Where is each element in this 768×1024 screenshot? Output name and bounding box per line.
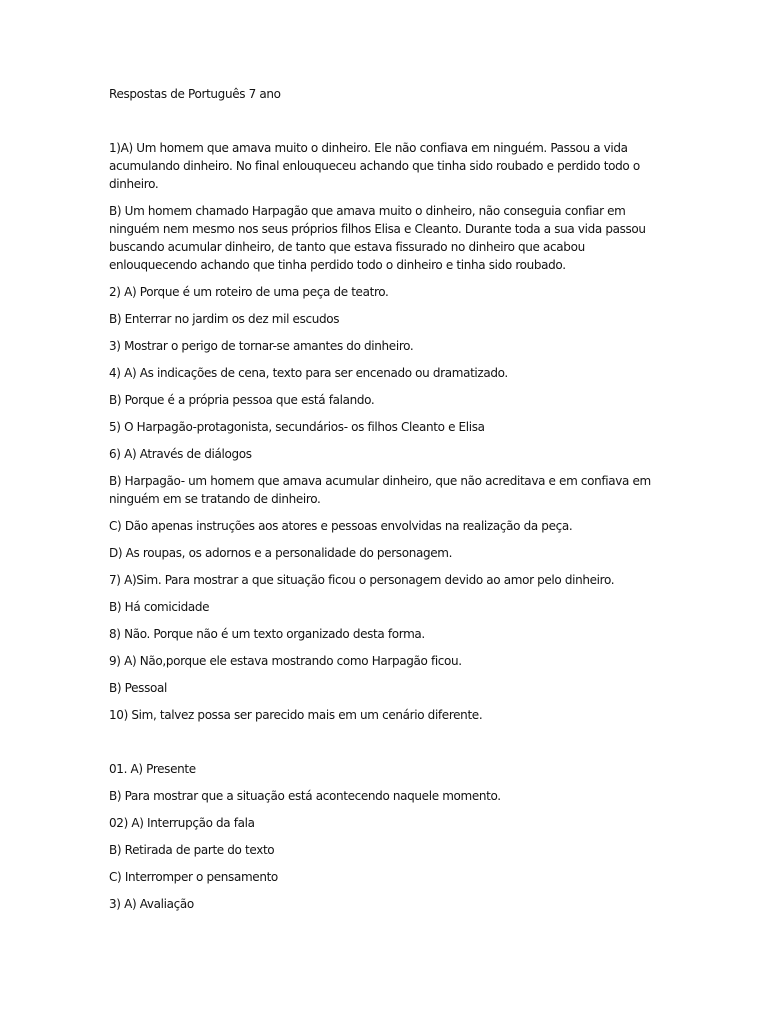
answer-paragraph: D) As roupas, os adornos e a personalidade do personagem. bbox=[109, 546, 453, 560]
answer-paragraph: 7) A)Sim. Para mostrar a que situação ficou o personagem devido ao amor pelo dinheiro. bbox=[109, 573, 615, 587]
answer-paragraph: B) Para mostrar que a situação está acontecendo naquele momento. bbox=[109, 789, 501, 803]
answer-paragraph: 3) A) Avaliação bbox=[109, 897, 194, 911]
answer-paragraph: C) Dão apenas instruções aos atores e pessoas envolvidas na realização da peça. bbox=[109, 519, 573, 533]
answer-paragraph: 10) Sim, talvez possa ser parecido mais em um cenário diferente. bbox=[109, 708, 483, 722]
answer-paragraph: B) Enterrar no jardim os dez mil escudos bbox=[109, 312, 340, 326]
answer-paragraph: 3) Mostrar o perigo de tornar-se amantes do dinheiro. bbox=[109, 339, 414, 353]
answer-paragraph: B) Há comicidade bbox=[109, 600, 210, 614]
answer-paragraph: B) Retirada de parte do texto bbox=[109, 843, 275, 857]
answer-paragraph: 8) Não. Porque não é um texto organizado desta forma. bbox=[109, 627, 425, 641]
answer-paragraph: 2) A) Porque é um roteiro de uma peça de teatro. bbox=[109, 285, 389, 299]
page-title: Respostas de Português 7 ano bbox=[109, 87, 281, 101]
answer-paragraph: B) Porque é a própria pessoa que está falando. bbox=[109, 393, 375, 407]
answer-paragraph: 1)A) Um homem que amava muito o dinheiro. Ele não confiava em ninguém. Passou a vida acumulando dinheiro. No final enlouqueceu achando que tinha sido roubado e perdido todo o dinheiro. bbox=[109, 141, 640, 191]
answer-paragraph: 6) A) Através de diálogos bbox=[109, 447, 252, 461]
answer-paragraph: C) Interromper o pensamento bbox=[109, 870, 278, 884]
document-body bbox=[109, 85, 669, 922]
answer-paragraph: B) Pessoal bbox=[109, 681, 167, 695]
answer-paragraph: B) Um homem chamado Harpagão que amava muito o dinheiro, não conseguia confiar em ninguém nem mesmo nos seus próprios filhos Elisa e Cleanto. Durante toda a sua vida passou buscando acumular dinheiro, de tanto que estava fissurado no dinheiro que acabou enlouquecendo achando que tinha perdido todo o dinheiro e tinha sido roubado. bbox=[109, 204, 646, 272]
answer-paragraph: B) Harpagão- um homem que amava acumular dinheiro, que não acreditava e em confiava em ninguém em se tratando de dinheiro. bbox=[109, 474, 651, 506]
answer-paragraph: 4) A) As indicações de cena, texto para ser encenado ou dramatizado. bbox=[109, 366, 508, 380]
answer-paragraph: 9) A) Não,porque ele estava mostrando como Harpagão ficou. bbox=[109, 654, 462, 668]
answer-paragraph: 02) A) Interrupção da fala bbox=[109, 816, 255, 830]
answer-paragraph: 01. A) Presente bbox=[109, 762, 196, 776]
answer-paragraph: 5) O Harpagão-protagonista, secundários- os filhos Cleanto e Elisa bbox=[109, 420, 485, 434]
